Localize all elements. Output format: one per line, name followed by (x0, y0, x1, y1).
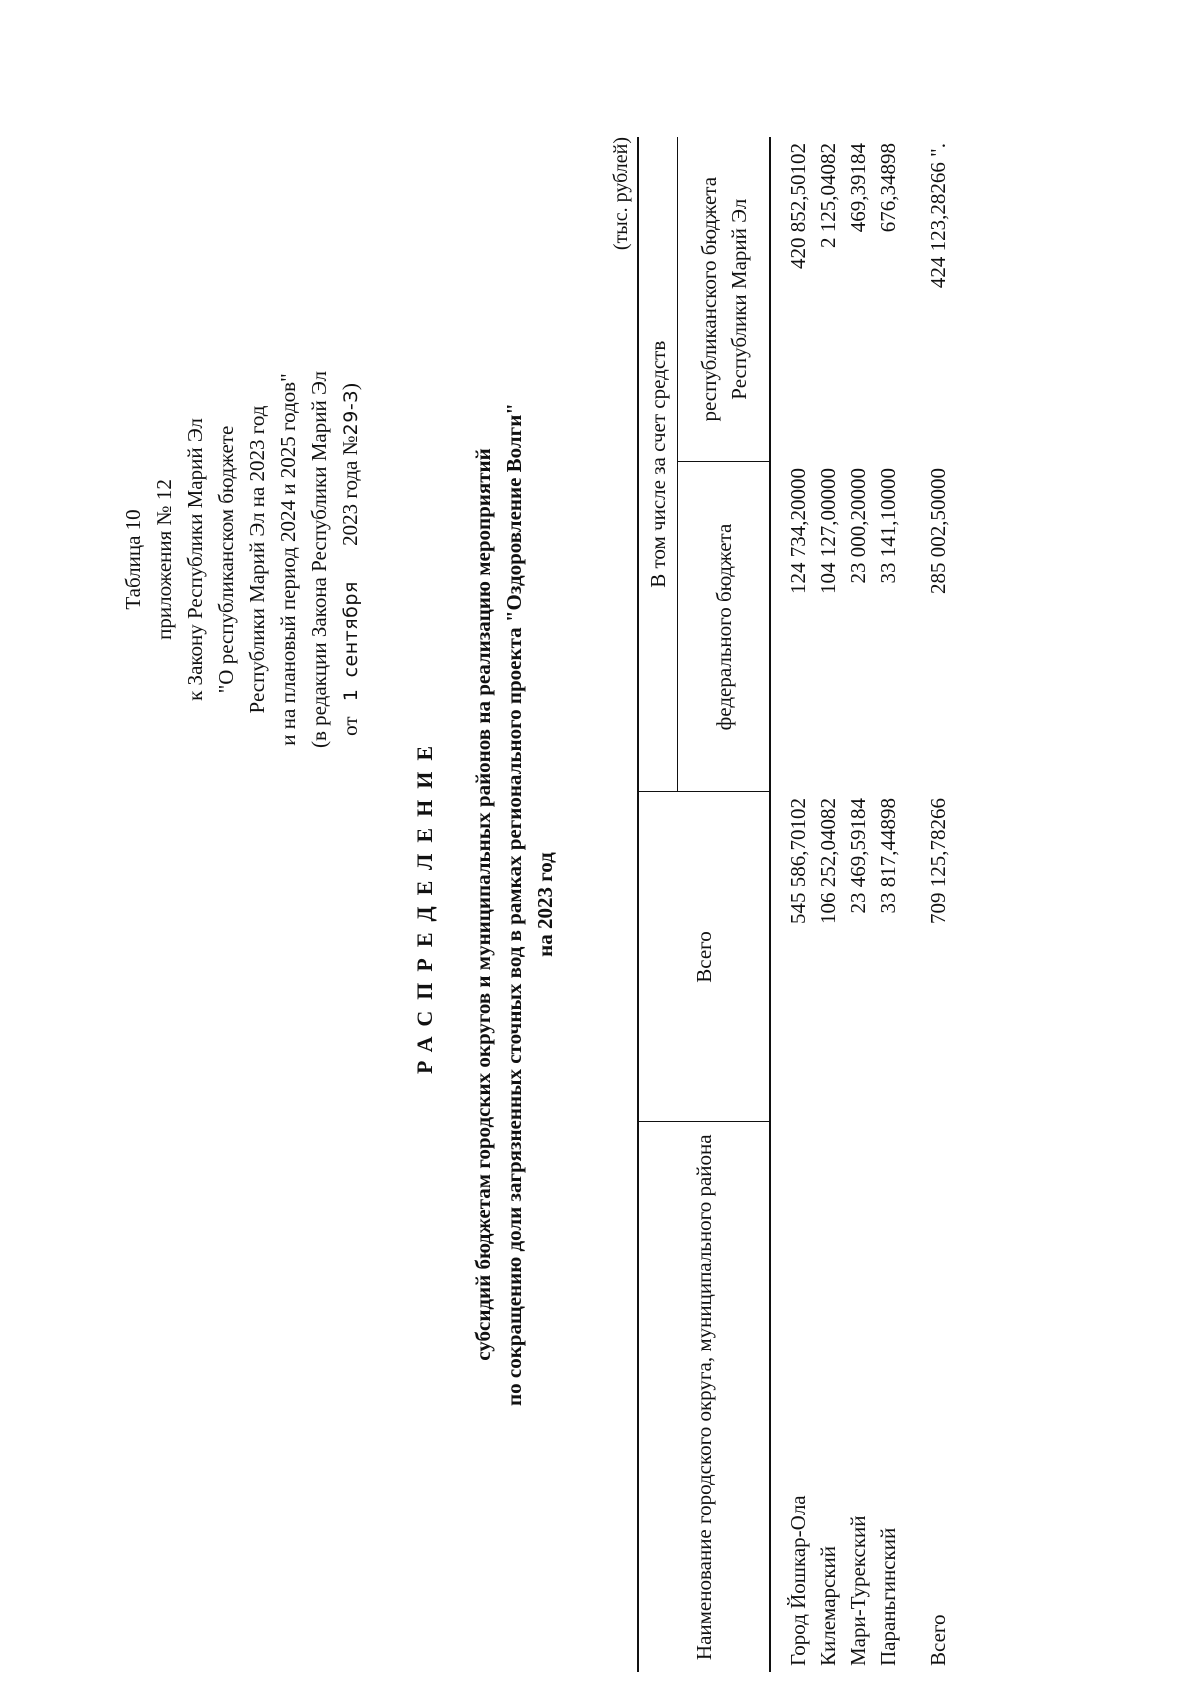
header-line: (в редакции Закона Республики Марий Эл (307, 370, 331, 749)
header-line: Республики Марий Эл на 2023 год (245, 405, 269, 714)
row-federal: 33 141,10000 (876, 468, 900, 584)
amend-month: сентября (340, 581, 362, 678)
header-line: Таблица 10 (121, 509, 145, 610)
table-row (813, 137, 843, 1672)
header-total: Всего (638, 792, 770, 1122)
subtitle-line: по сокращению доли загрязненных сточных вод в рамках регионального проекта "Оздоровление Волги" (502, 403, 526, 1406)
total-total: 709 125,78266 (926, 798, 950, 924)
row-republic: 420 852,50102 (786, 143, 810, 269)
amend-prefix: от (338, 716, 362, 736)
row-total: 33 817,44898 (876, 798, 900, 914)
total-republic (903, 137, 953, 462)
table-row (770, 137, 813, 1672)
total-name: Всего (926, 1614, 950, 1666)
header-line: приложения № 12 (152, 479, 176, 640)
header-line: "О республиканском бюджете (214, 425, 238, 694)
header-federal: федерального бюджета (678, 462, 770, 792)
row-federal: 124 734,20000 (786, 468, 810, 594)
distribution-table (637, 137, 953, 1672)
header-republic: республиканского бюджета Республики Марий Эл (678, 137, 770, 462)
header-line: и на плановый период 2024 и 2025 годов" (276, 373, 300, 746)
amendment-line (335, 137, 367, 982)
row-federal: 23 000,20000 (846, 468, 870, 584)
document-title: РАСПРЕДЕЛЕНИЕ (412, 735, 437, 1075)
table-total-row (903, 137, 953, 1672)
row-total: 545 586,70102 (786, 798, 810, 924)
amend-number: 29-З (340, 390, 362, 436)
row-total: 23 469,59184 (846, 798, 870, 914)
rotated-content (40, 137, 1090, 1672)
subtitle-line: на 2023 год (533, 852, 557, 957)
row-name: Мари-Турекский (846, 1515, 870, 1666)
amend-day: 1 (340, 688, 362, 702)
row-republic: 676,34898 (876, 143, 900, 233)
table-row (873, 137, 903, 1672)
closing-quote: ". (926, 143, 950, 157)
document-subtitle (468, 137, 561, 1672)
amend-suffix: ) (338, 383, 362, 391)
amend-year: 2023 года № (338, 435, 362, 546)
header-line: к Закону Республики Марий Эл (183, 418, 207, 701)
row-name: Килемарский (816, 1545, 840, 1666)
row-republic: 2 125,04082 (816, 143, 840, 248)
total-republic-value: 424 123,28266 (926, 162, 950, 289)
table-row (843, 137, 873, 1672)
approval-header (118, 137, 367, 982)
row-name: Параньгинский (876, 1527, 900, 1666)
header-group: В том числе за счет средств (638, 137, 678, 792)
subtitle-line: субсидий бюджетам городских округов и муниципальных районов на реализацию мероприятий (471, 448, 495, 1361)
row-federal: 104 127,00000 (816, 468, 840, 594)
header-name: Наименование городского округа, муниципального района (638, 1122, 770, 1672)
row-republic: 469,39184 (846, 143, 870, 233)
row-total: 106 252,04082 (816, 798, 840, 924)
total-federal: 285 002,50000 (926, 468, 950, 594)
row-name: Город Йошкар-Ола (786, 1495, 810, 1666)
units-label: (тыс. рублей) (610, 137, 632, 251)
